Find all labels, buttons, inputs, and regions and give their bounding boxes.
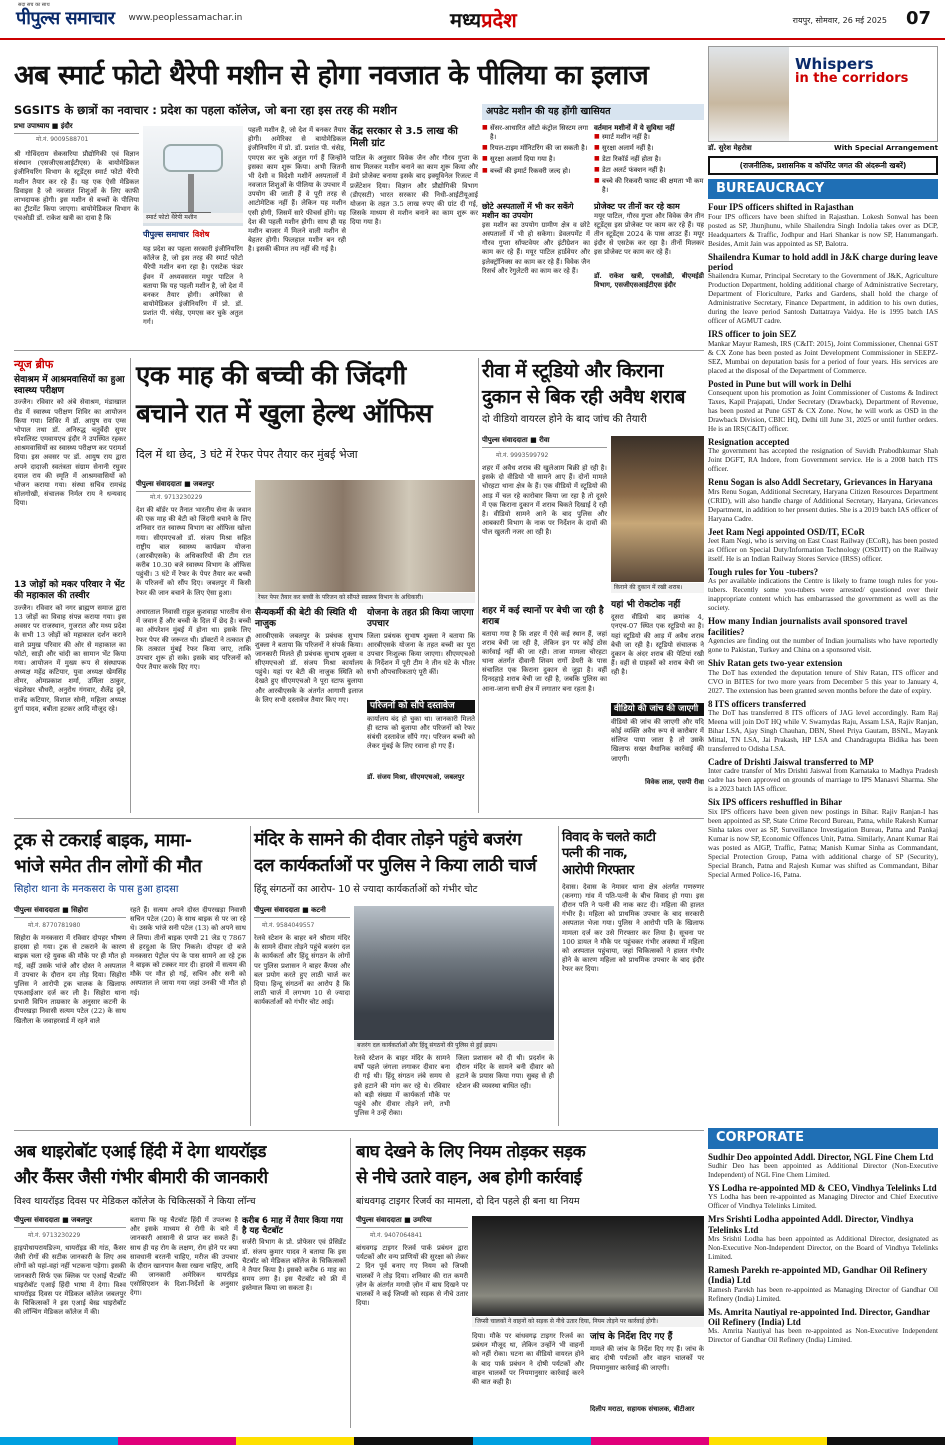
baby-sub3-body: कार्यालय बंद हो चुका था। जानकारी मिलते ही स्टाफ को बुलाया और परिजनों को रेफर संबंधी दस्तावेज सौंपे गए। परिजन बच्ची को लेकर मुंबई के लिए रवाना हो गए हैं। xyxy=(367,714,475,751)
project-body: मयूर पाटिल, गौरव गुप्ता और विवेक जैन तीन स्टूडेंट्स इस प्रोजेक्ट पर काम कर रहे हैं। यह तीन स्टूडेंट्स 2024 के पास आउट हैं। मयूर इंदौर से एसटेक कर रहा है। तीनों मिलकर इस प्रोजेक्ट पर काम कर रहे हैं। xyxy=(594,211,704,257)
lead-photo-caption: स्मार्ट फोटो थैरेपी मशीन xyxy=(143,213,243,223)
print-color-bar xyxy=(0,1437,945,1445)
update-item: ■ सुरक्षा अलार्म दिया गया है। xyxy=(482,155,590,164)
grant-title: केंद्र सरकार से 3.5 लाख की मिली ग्रांट xyxy=(350,126,458,149)
rewa-sub1 xyxy=(482,606,607,800)
bike-headline-1: ट्रक से टकराई बाइक, मामा- xyxy=(14,830,192,851)
bureaucracy-item xyxy=(708,699,938,754)
thyroid-subhead: विश्व थायरॉइड दिवस पर मेडिकल कॉलेज के चिकित्सकों ने किया लॉन्च xyxy=(14,1196,256,1207)
thyroid-mobile: मो.नं. 9713230229 xyxy=(28,1232,81,1239)
temple-protest-image xyxy=(354,906,554,1040)
item-heading: 8 ITS officers transferred xyxy=(708,698,807,709)
project-title: प्रोजेक्ट पर तीनों कर रहे काम xyxy=(594,201,680,211)
lead-subhead-text: के छात्रों का नवाचार : प्रदेश का पहला कॉलेज, जो बना रहा इस तरह की मशीन xyxy=(64,103,397,117)
bureaucracy-item xyxy=(708,757,938,794)
baby-subhead: दिल में था छेद, 3 घंटे में रेफर पेपर तैयार कर मुंबई भेजा xyxy=(136,448,358,461)
item-heading: Cadre of Drishti Jaiswal transferred to MP xyxy=(708,756,874,767)
item-heading: Four IPS officers shifted in Rajasthan xyxy=(708,202,854,213)
current-title: वर्तमान मशीनों में ये सुविधा नहीं xyxy=(594,123,675,132)
tiger-body-1: बांधवगढ़ टाइगर रिजर्व पार्क प्रबंधन द्वारा पर्यटकों और वन्य प्राणियों की सुरक्षा को लेकर 2 दिन पूर्व बनाए गए नियम को जिप्सी चालकों ने तोड़ दिया। शनिवार की रात कमरी ज़ोन के अंतर्गत मगधी ज़ोन में बाघ दिखने पर चालकों ने कई जिप्सी को सड़क से नीचे उतार दिया। xyxy=(356,1244,468,1308)
news-brief xyxy=(14,358,126,813)
bureaucracy-item xyxy=(708,379,938,434)
tiger-body-2: दिया। मौके पर बांधवगढ़ टाइगर रिजर्व का प्रबंधन मौजूद था, लेकिन उन्होंने भी वाहनों को नहीं रोका। घटना का वीडियो वायरल होने के बाद पार्क प्रबंधन ने दोषी पर्यटकों और वाहन चालकों पर नियमानुसार कार्रवाई करने की बात कही है। xyxy=(472,1332,584,1386)
item-heading: Shiv Ratan gets two-year extension xyxy=(708,658,843,669)
corporate-item xyxy=(708,1307,938,1346)
rewa-sub2-body: दूसरा वीडियो बाद क्रमांक 4, एनएच-07 स्थित एक स्टूडियो का है। यहां स्टूडियो की आड़ में अवैध शराब बेची जा रही है। स्टूडियो संचालक ने दुकान के अंदर शराब की पेटियां रखी हैं। वहीं से ग्राहकों को शराब बेची जा रही है। xyxy=(611,613,704,677)
baby-sub1 xyxy=(255,608,363,802)
tiger-mobile: मो.नं. 9407064841 xyxy=(370,1232,423,1239)
rewa-sign: विवेक लाल, एसपी रीवा xyxy=(644,777,704,786)
bike-body-2: रहते हैं। सत्यम अपने दोस्त दीपरखड़ा निवासी सचिन पटेल (20) के साथ बाइक से पर जा रहे थे। उसके भांजे सनी पटेल (13) को अपने साथ ले लिया। तीनों बाइक एमपी 21 जेड ए 7867 से हरदुआ के लिए निकले। दोपहर दो बजे मनकसरा पेट्रोल पंप के पास सामने आ रहे ट्रक ने बाइक को टक्कर मार दी। हादसे में सत्यम की मौके पर मौत हो गई, सचिन और सनी को अस्पताल ले जाया गया जहां उनकी भी मौत हो गई। xyxy=(130,906,246,997)
rewa-headline-2: दुकान से बिक रही अवैध शराब xyxy=(482,386,685,408)
bureaucracy-item xyxy=(708,329,938,375)
corporate-item xyxy=(708,1183,938,1211)
rewa-sub1-body: बताया गया है कि शहर में ऐसे कई स्थान हैं, जहां शराब बेची जा रही है, लेकिन इन पर कोई ठोस कार्रवाई नहीं की जा रही। ताजा मामला चोरहटा थाना अंतर्गत दीवानी शिवम रागों डेयरी के पास संचालित एक किराना दुकान से जुड़ा है। वहीं दिनदहाड़े शराब बेची जा रही है, जबकि पुलिस का आना-जाना सभी क्षेत्र में लगातार बना रहता है। xyxy=(482,629,607,693)
thyroid-body-2: बताया कि यह चैटबॉट हिंदी में उपलब्ध है और इसके माध्यम से रोगी के बारे में जानकारी आसानी से प्राप्त कर सकते हैं। साथ ही यह रोग के लक्षण, रोग होने पर क्या सावधानी बरतनी चाहिए, मरीज की उपचार के दौरान खानपान कैसा रखना चाहिए, आदि की जानकारी अमेरिकन थायरॉइड एसोसिएशन के दिशा-निर्देशों के अनुसार देगा। xyxy=(130,1216,238,1298)
thyroid-headline-2: और कैंसर जैसी गंभीर बीमारी की जानकारी xyxy=(14,1168,268,1188)
bureaucracy-item xyxy=(708,527,938,564)
columnist-name: डॉ. सुरेश मेहरोत्रा xyxy=(708,144,752,152)
nose-headline-1: विवाद के चलते काटी xyxy=(562,830,656,845)
section-title-b: प्रदेश xyxy=(481,8,517,32)
item-body: Six IPS officers have been given new postings in Bihar. Rajiv Ranjan-I has been appointed as SP, State Crime Record Bureau, Patna, while Rakesh Kumar Sinha takes over as SP, Surveillance Investigation Bureau, Patna and Pankaj Kumar is now SP, Economic Offences Unit, Patna. Similarly, Anant Kumar Rai was posted as AIGP, Traffic, Patna; Manish Kumar Sinha as Commandant, Special Protection Group, Patna with additional charge of SP (Security), Special Branch, Patna and Rajesh Kumar was shifted as Commandant, Bihar Special Armed Police-16, Patna. xyxy=(708,807,938,879)
logo-tagline: सदा सच का साथ xyxy=(18,2,50,8)
columnist-photo xyxy=(709,47,789,141)
thyroid-byline: पीपुल्स संवाददाता ■ जबलपुर xyxy=(14,1216,126,1228)
item-heading: Sudhir Deo appointed Addl. Director, NGL Fine Chem Ltd xyxy=(708,1151,934,1162)
lead-headline: अब स्मार्ट फोटो थैरेपी मशीन से होगा नवजात के पीलिया का इलाज xyxy=(14,60,649,91)
brief1-title: सेवाश्रम में आश्रमवासियों का हुआ स्वास्थ्य परीक्षण xyxy=(14,374,125,396)
item-heading: Mrs Srishti Lodha appointed Addl. Director, Vindhya Telelinks Ltd xyxy=(708,1214,914,1235)
bike-byline: पीपुल्स संवाददाता ■ सिहोरा xyxy=(14,906,126,918)
tiger-sign: दिलीप मराठा, सहायक संचालक, बीटीआर xyxy=(590,1405,695,1414)
item-body: Four IPS officers have been shifted in Rajasthan. Lokesh Sonwal has been posted as SP, Jhunjhunu, while Shailendra Singh Indolia takes over as DCP, Headquarters & Traffic, Jodhpur and Hari Shankar is now SP, Hanumangarh. Besides, Amit Jain was appointed as SP, Balotra. xyxy=(708,212,938,248)
baby-sub1-title: सैन्यकर्मी की बेटी की स्थिति थी नाजुक xyxy=(255,608,357,629)
item-heading: How many Indian journalists avail sponsored travel facilities? xyxy=(708,616,908,637)
tiger-headline-2: से नीचे उतारे वाहन, अब होगी कार्रवाई xyxy=(356,1168,582,1188)
section-title-a: मध्य xyxy=(450,8,482,32)
bureaucracy-item xyxy=(708,567,938,613)
rewa-sub3-body: वीडियो की जांच की जाएगी और यदि कोई व्यक्ति अवैध रूप से कारोबार में संलिप्त पाया जाता है तो उसके खिलाफ सख्त वैधानिक कार्रवाई की जाएगी। xyxy=(611,717,704,763)
nose-body: देवास। देवास के नेमावर थाना क्षेत्र अंतर्गत गणरुणर (कनगा) गांव में पति-पत्नी के बीच विवाद हो गया। इस दौरान पति ने पत्नी की नाक काट दी। महिला की हालत गंभीर है। महिला को प्राथमिक उपचार के बाद सरकारी अस्पताल भेजा गया। पुलिस ने आरोपी पति के खिलाफ मामला दर्ज कर उसे गिरफ्तार कर लिया है। सूचना पर 100 डायल ने मौके पर पहुंचकर गंभीर अवस्था में महिला को अस्पताल पहुंचाया, जहां चिकित्सकों ने हालत गंभीर होने के कारण महिला को प्राथमिक उपचार के बाद इंदौर रेफर कर दिया। xyxy=(562,882,704,974)
item-heading: Six IPS officers reshuffled in Bihar xyxy=(708,797,843,808)
website-link[interactable]: www.peoplessamachar.in xyxy=(128,13,243,24)
item-body: The DoT has transferred 8 ITS officers of JAG level accordingly. Ram Raj Meena will join DoT HQ while V. Swamydas Raju, Assam LSA, Rajiv Ranjan, Bihar LSA, Ajay Singh Chauhan, DBN, Sheel Priya Gautam, BSNL, Mayank Mittal, TN LSA, Jai Prakash, HP LSA and Chandragupta Bidika has been transferred to Odisha LSA. xyxy=(708,708,938,753)
nose-headline-2: पत्नी की नाक, xyxy=(562,846,628,862)
temple-headline-2: दल कार्यकर्ताओं पर पुलिस ने किया लाठी चार्ज xyxy=(254,856,537,876)
small-hosp-title: छोटे अस्पतालों में भी कर सकेंगे मशीन का उपयोग xyxy=(482,201,574,221)
item-heading: Jeet Ram Negi appointed OSD/IT, ECoR xyxy=(708,526,865,537)
item-heading: Resignation accepted xyxy=(708,437,790,448)
tiger-photo-caption: जिप्सी चालकों ने वाहनों को सड़क से नीचे उतार दिया, नियम तोड़ने पर कार्रवाई होगी। xyxy=(472,1317,704,1327)
baby-headline-2: बचाने रात में खुला हेल्थ ऑफिस xyxy=(136,399,433,429)
temple-body-2: रेलवे स्टेशन के बाहर मंदिर के सामने वर्षों पहले जंगला लगाकर दीवार बना दी गई थी। हिंदू संगठन लंबे समय से इसे हटाने की मांग कर रहे थे। रविवार को बड़ी संख्या में कार्यकर्ता मौके पर पहुंचे और दीवार तोड़ने लगे, तभी पुलिस ने उन्हें रोका। xyxy=(354,1054,450,1118)
bureaucracy-item xyxy=(708,658,938,695)
item-heading: Ms. Amrita Nautiyal re-appointed Ind. Director, Gandhar Oil Refinery (India) Ltd xyxy=(708,1306,930,1328)
current-list xyxy=(594,133,704,196)
baby-sub2-body: जिला प्रबंधक सुभाष शुक्ला ने बताया कि आरबीएसके योजना के तहत बच्ची का पूरा उपचार निःशुल्क किया जाएगा। सीएमएचओ के निर्देशन में पूरी टीम ने तीन घंटे के भीतर सभी औपचारिकताएं पूरी कीं। xyxy=(367,631,475,677)
brief2-title: 13 जोड़ों को मकर परिवार ने भेंट की महाकाल की तस्वीर xyxy=(14,580,125,602)
bureaucracy-item xyxy=(708,252,938,327)
bureaucracy-item xyxy=(708,202,938,248)
rewa-sub3-title: वीडियो की जांच की जाएगी xyxy=(611,703,704,716)
lead-byline: प्रभा उपाध्याय ■ इंदौर xyxy=(14,122,139,134)
bike-body-1: सिहोरा के मनकसरा में रविवार दोपहर भीषण हादसा हो गया। ट्रक से टकराने के कारण बाइक चला रहे युवक की मौके पर ही मौत हो गई, वहीं उसके भांजे और दोस्त ने अस्पताल में उपचार के दौरान दम तोड़ दिया। सिहोरा पुलिस ने आरोपी ट्रक चालक के खिलाफ एफआईआर दर्ज कर ली है। सिहोरा थाना प्रभारी विपिन ताम्रकार के अनुसार कटनी के दीपरखड़ा निवासी सत्यम पटेल (22) के साथ खितौला के जवाहरवार्ड में रहने वाले xyxy=(14,934,126,1025)
tiger-sub-body: मामले की जांच के निर्देश दिए गए हैं। जांच के बाद दोषी पर्यटकों और वाहन चालकों पर नियमानुसार कार्रवाई की जाएगी। xyxy=(590,1345,704,1372)
badge-special: विशेष xyxy=(192,230,210,239)
lead-logo-badge xyxy=(143,230,243,240)
baby-sub2-title: योजना के तहत फ्री किया जाएगा उपचार xyxy=(367,608,474,629)
lead-mobile: मो.नं. 9009588701 xyxy=(36,136,89,143)
thyroid-sub-body: सर्जरी विभाग के प्रो. प्रोफेसर एवं प्रेसिडेंट डॉ. संजय कुमार यादव ने बताया कि इस चैटबॉट को मेडिकल कॉलेज के चिकित्सकों ने तैयार किया है। इसको करीब 6 माह का समय लगा है। इस चैटबॉट को फ्री में इस्तेमाल किया जा सकता है। xyxy=(242,1238,346,1293)
section-title xyxy=(450,8,517,33)
dateline: रायपुर, सोमवार, 26 मई 2025 xyxy=(792,16,887,25)
item-body: Consequent upon his promotion as Joint Commissioner of Customs & Indirect Taxes, Kapil Prajapati, Under Secretary (Drawback), Department of Revenue, has been posted at Pune GST & CX Zone. Now, he will work as OSD in the Drawback Division, CBIC HQ, Delhi till June 31, 2025 or until further orders. He is an IRS(C&IT) officer. xyxy=(708,389,938,434)
tiger-byline: पीपुल्स संवाददाता ■ उमरिया xyxy=(356,1216,468,1228)
item-body: Ms. Amrita Nautiyal has been re-appointed as Non-Executive Independent Director of Gandhar Oil Refinery (India) Limited. xyxy=(708,1327,938,1345)
update-item: ■ बच्चों की इमार्ट रिकवरी जल्द हो। xyxy=(482,167,590,176)
rewa-body: शहर में अवैध शराब की खुलेआम बिक्री हो रही है। इसके दो वीडियो भी सामने आए हैं। दोनों मामले चोरहटा थाना क्षेत्र के हैं। एक वीडियो में स्टूडियो की आड़ में चल रहे कारोबार किया जा रहा है तो दूसरे में एक किराना दुकान में शराब बिकते दिखाई दे रही है। वीडियो सामने आने के बाद पुलिस और आबकारी विभाग के नाक पर निर्देशन के दावों की पोल खुलती नजर आ रही है। xyxy=(482,464,607,537)
liquor-bottles-image xyxy=(611,436,704,582)
bureaucracy-item xyxy=(708,437,938,474)
temple-byline: पीपुल्स संवाददाता ■ कटनी xyxy=(254,906,350,918)
update-title: अपडेट मशीन की यह होंगी खासियत xyxy=(482,104,704,120)
whispers-subtitle: in the corridors xyxy=(795,71,909,86)
tiger-headline-1: बाघ देखने के लिए नियम तोड़कर सड़क xyxy=(356,1142,586,1162)
rewa-sub2-title: यहां भी रोकटोक नहीं xyxy=(611,600,681,610)
item-heading: Renu Sogan is also Addl Secretary, Grievances in Haryana xyxy=(708,477,933,488)
tiger-sub xyxy=(590,1332,704,1414)
thyroid-sub-title: करीब 6 माह में तैयार किया गया है यह चैटबॉट xyxy=(242,1216,343,1237)
item-body: YS Lodha has been re-appointed as Managing Director and Chief Executive Officer of Vindhya Telelinks Limited. xyxy=(708,1193,938,1211)
baby-sub2 xyxy=(367,608,475,782)
tiger-subhead: बांधवगढ़ टाइगर रिजर्व का मामला, दो दिन पहले ही बना था नियम xyxy=(356,1196,580,1207)
item-body: Jeet Ram Negi, who is serving on East Coast Railway (ECoR), has been posted as Officer on Special Duty/Information Technology (OSD/IT) on the Railway itself. He is an Indian Railway Stores Service (IRSS) officer. xyxy=(708,537,938,564)
jeeps-off-road-image xyxy=(472,1216,704,1316)
item-body: The DoT has extended the deputation tenure of Shiv Ratan, ITS officer and CVO in BITES for two more years from December 5 this year to January 4, 2027. The extension has been granted seven months before the date of expiry. xyxy=(708,668,938,695)
lead-body-col1: श्री गोविंदराम सेकसरिया प्रौद्योगिकी एवं विज्ञान संस्थान (एसजीएसआईटीएस) के बायोमेडिकल इंजीनियरिंग विभाग के स्टूडेंट्स स्मार्ट फोटो थैरेपी मशीन तैयार कर रहे हैं। यह एक ऐसी मेडिकल डिवाइस है जो नवजात शिशुओं के लिए काफी लाभदायक होगी। इस मशीन से बच्चों के पीलिया का ट्रीटमेंट किया जाएगा। बायोमेडिकल विभाग के एचओडी डॉ. राकेश खत्री का दावा है कि xyxy=(14,150,139,223)
current-item: ■ सुरक्षा अलार्म नहीं है। xyxy=(594,144,704,153)
temple-headline-1: मंदिर के सामने की दीवार तोड़ने पहुंचे बजरंग xyxy=(254,830,522,850)
thyroid-body-1: हाइपोथायरायडिज्म, थायरॉइड की गांठ, कैंसर जैसी रोगों की सटीक जानकारी के लिए अब लोगों को यहां-वहां नहीं भटकना पड़ेगा। इसकी जानकारी सिर्फ एक क्लिक पर एआई चैटबॉट थाइरोबॉट एआई हिंदी भाषा में देगा। विश्व थायरॉइड दिवस पर मेडिकल कॉलेज जबलपुर के चिकित्सकों ने इस एआई बेस्ड थाइरोबॉट की लॉन्चिंग मेडिकल कॉलेज में की। xyxy=(14,1244,126,1317)
item-body: Inter cadre transfer of Mrs Drishti Jaiswal from Karnataka to Madhya Pradesh cadre has been approved on grounds of marriage to IPS Manasvi Sharma. She is a 2023 batch IAS officer. xyxy=(708,767,938,794)
badge-logo: पीपुल्स समाचार xyxy=(143,230,189,239)
temple-subhead: हिंदू संगठनों का आरोप- 10 से ज्यादा कार्यकर्ताओं को गंभीर चोट xyxy=(254,884,478,895)
rewa-sub1-title: शहर में कई स्थानों पर बेची जा रही है शराब xyxy=(482,606,604,627)
photo-therapy-machine-image xyxy=(143,126,243,226)
grant-box xyxy=(350,126,478,342)
project-sign: डॉ. राकेश खत्री, एचओडी, बीएमईडी विभाग, एसजीएसआईटीएस इंदौर xyxy=(594,271,704,289)
corporate-item xyxy=(708,1214,938,1262)
item-heading: Tough rules for You -tubers? xyxy=(708,567,819,578)
corporate-item xyxy=(708,1265,938,1304)
baby-byline: पीपुल्स संवाददाता ■ जबलपुर xyxy=(136,480,251,492)
temple-body-1: रेलवे स्टेशन के बाहर बने श्रीराम मंदिर के सामने दीवार तोड़ने पहुंचे बजरंग दल के कार्यकर्ता और हिंदू संगठन के लोगों पर पुलिस प्रशासन ने बाहर कैंपस और बल प्रयोग करते हुए लाठी चार्ज कर दिया। हिन्दू संगठनों का आरोप है कि लाठी चार्ज में लगभग 10 से ज्यादा कार्यकर्ताओं को गंभीर चोट आई। xyxy=(254,934,350,1007)
bike-mobile: मो.नं. 8770781980 xyxy=(28,922,81,929)
rewa-mobile: मो.नं. 9993599792 xyxy=(496,452,549,459)
item-heading: YS Lodha re-appointed MD & CEO, Vindhya Telelinks Ltd xyxy=(708,1182,937,1193)
whispers-sidebar xyxy=(708,46,938,1436)
bureaucracy-item xyxy=(708,477,938,523)
special-arrangement: With Special Arrangement xyxy=(834,144,938,152)
baby-mobile: मो.नं. 9713230229 xyxy=(150,494,203,501)
rewa-photo-caption: किराने की दुकान में रखी शराब। xyxy=(611,583,704,593)
current-item: ■ डेटा अलर्ट फंक्शन नहीं है। xyxy=(594,166,704,175)
nose-headline-3: आरोपी गिरफ्तार xyxy=(562,862,634,878)
brief2-body: उज्जैन। रविवार को नगर ब्राह्मण समाज द्वारा 13 जोड़ों का विवाह संपन्न कराया गया। इस अवसर पर राजस्थान, गुजरात और मध्य प्रदेश के सभी 13 जोड़ों को महाकाल दर्शन कराने वाले प्रमुख परिवार की ओर से महाकाल का फोटो, साड़ी और चांदी का सामान भेंट किया गया। आयोजन में मुख्य रूप से संस्थापक अध्यक्ष महेंद्र कटियार, युवा अध्यक्ष खेमसिंह तोमर, ओमप्रकाश शर्मा, उर्मिला ठाकुर, चंद्रशेखर चौधरी, अनुरोध गंगवार, शैलेंद्र दुबे, राजेंद्र कटियार, विशाल सोनी, महिला अध्यक्ष दुर्गा यादव, बबीता हटकर आदि मौजूद रहे। xyxy=(14,603,126,713)
small-hosp-body: इस मशीन का उपयोग ग्रामीण क्षेत्र व छोटे अस्पतालों में भी हो सकेगा। डेवलपमेंट में गौरव गुप्ता सॉफ्टवेयर और इंटीग्रेशन का काम कर रहे हैं। मयूर पाटिल हार्डवेयर और इलेक्ट्रॉनिक्स का काम कर रहे हैं। विवेक जैन रिसर्च और रेगुलेटरी का काम कर रहे हैं। xyxy=(482,220,590,275)
current-item: ■ बच्चे की रिकवरी फास्ट की क्षमता भी कम है। xyxy=(594,177,704,195)
current-item: ■ स्मार्ट मशीन नहीं है। xyxy=(594,133,704,142)
officials-handover-image xyxy=(255,480,475,592)
temple-mobile: मो.नं. 9584049557 xyxy=(262,922,315,929)
lead-body-col3: पहली मशीन है, जो देश में बनकर तैयार होगी। अमेरिका से बायोमेडिकल इंजीनियरिंग में प्रो. डॉ. प्रशांत पी. धंसेड़, एमएस कर चुके अतुल गर्ग हैं जिन्होंने इसका काम शुरू किया। अभी जितनी भी देशी व विदेशी मशीनें अस्पतालों में नवजात शिशुओं के पीलिया के उपचार में उपयोग की जाती हैं वे पूरी तरह से आटोमेटिक नहीं हैं। लेकिन यह मशीन एसी होगी, जिसमें सारे फीचर्स होंगे। यह देश की पहली मशीन होगी। साथ ही यह मशीन बाजार में मिलने वाली मशीन से बेहतर होगी। फिलहाल मशीन बन रही है। इसकी कीमत तय नहीं की गई है। xyxy=(248,126,346,254)
grant-body: पाटिल के अनुसार विवेक जैन और गौरव गुप्ता के साथ मिलकर मशीन बनाने का काम शुरू किया और डेमो प्रोजेक्ट बनाया इसके बाद इक्यूविनेल रिजल्ट में प्रजेंटेशन दिया। विज्ञान और प्रौद्योगिकी विभाग (डीएसटी) भारत सरकार की निधी-आईटीयूआई योजना के तहत 3.5 लाख रुपए की ग्रांट दी गई, जिसके माध्यम से मशीन बनाने का काम शुरू कर दिया गया है। xyxy=(350,154,478,227)
baby-sign: डॉ. संजय मिश्रा, सीएमएचओ, जबलपुर xyxy=(367,772,465,781)
thyroid-sub xyxy=(242,1216,346,1418)
lead-body-col2: यह प्रदेश का पहला सरकारी इंजीनियरिंग कॉलेज है, जो इस तरह की स्मार्ट फोटो थैरेपी मशीन बना रहा है। एसटेक फंडर ईवन में अध्यवसरल मथुर पाटिल ने बताया कि यह पहली मशीन है, जो देश में बनकर तैयार होगी। अमेरिका से बायोमेडिकल इंजीनियरिंग में प्रो. डॉ. प्रशांत पी. धंसेड़, एमएस कर चुके अतुल गर्ग। xyxy=(143,245,243,327)
bike-headline-2: भांजे समेत तीन लोगों की मौत xyxy=(14,856,202,877)
lead-subhead xyxy=(14,103,484,117)
bureaucracy-item xyxy=(708,616,938,655)
item-body: Ramesh Parekh has been re-appointed as Managing Director of Gandhar Oil Refinery (India) Limited. xyxy=(708,1285,938,1303)
update-box xyxy=(482,104,704,344)
current-item: ■ डेटा रिकॉर्ड नहीं होता है। xyxy=(594,155,704,164)
item-heading: Shailendra Kumar to hold addl in J&K charge during leave period xyxy=(708,251,938,273)
baby-photo-caption: रेफर पेपर तैयार कर बच्ची के परिजन को सौंपते स्वास्थ्य विभाग के अधिकारी। xyxy=(255,593,475,603)
lead-subhead-tag: SGSITS xyxy=(14,103,61,117)
newspaper-logo[interactable]: पीपुल्स समाचार xyxy=(16,7,115,29)
baby-headline-1: एक माह की बच्ची की जिंदगी xyxy=(136,361,406,391)
corporate-list xyxy=(708,1149,938,1381)
news-brief-label: न्यूज ब्रीफ xyxy=(14,358,54,371)
item-body: Agencies are finding out the number of Indian journalists who have reportedly gone to Pakistan, Turkey and China on a sponsored visit. xyxy=(708,637,938,655)
thyroid-headline-1: अब थाइरोबॉट एआई हिंदी में देगा थायरॉइड xyxy=(14,1142,266,1162)
corporate-label: CORPORATE xyxy=(708,1128,938,1148)
corporate-item xyxy=(708,1152,938,1180)
item-heading: IRS officer to join SEZ xyxy=(708,329,797,340)
brief1-body: उज्जैन। रविवार को अंबे सेवाश्रम, मंडाखाल रोड में स्वास्थ्य परीक्षण शिविर का आयोजन किया गया। शिविर में डॉ. आयुष राय एम्स भोपाल तथा डॉ. अनिरुद्ध चतुर्वेदी सुपर स्पेशलिस्ट एमवायएच इंदौर ने उपस्थित रहकर आश्रमवासियों का स्वास्थ्य परीक्षण कर परामर्श दिया। इस अवसर पर डॉ. आयुष राय द्वारा अपने दादाजी स्वतंत्रता संग्राम सेनानी रघुवर दयाल राय की स्मृति में आश्रमवासियों को भोजन कराया गया। संस्था सचिव रामचंद्र सोलगोखी, संचालक निर्मल राय ने धन्यवाद दिया। xyxy=(14,398,126,508)
item-body: Mrs Renu Sogan, Additional Secretary, Haryana Citizen Resources Department (CRID), will also handle charge of Additional Secretary, Haryana, Grievances Department, in addition to her present duties. She is a 2019 batch IAS officer of Haryana Cadre. xyxy=(708,487,938,523)
item-heading: Posted in Pune but will work in Delhi xyxy=(708,378,852,389)
page-number: 07 xyxy=(905,8,931,29)
masthead xyxy=(0,0,945,40)
baby-sub3-title: परिजनों को सौंपे दस्तावेज xyxy=(367,700,475,713)
rewa-sub2 xyxy=(611,600,704,787)
update-item: ■ सेंसर-आधारित ऑटो कंट्रोल सिस्टम लगा है। xyxy=(482,124,590,142)
rewa-headline-1: रीवा में स्टूडियो और किराना xyxy=(482,360,663,382)
item-body: Mrs Srishti Lodha has been appointed as Additional Director, designated as Non-Executive Non-Independent Director, on the Board of Vindhya Telelinks Limited. xyxy=(708,1235,938,1261)
baby-body-2: अधारताल निवासी राहुल कुशवाहा भारतीय सेना में जवान हैं और बच्ची के दिल में छेद है। बच्ची का ऑपरेशन मुंबई में होना था। इसके लिए रेफर पेपर की जरूरत थी। डॉक्टरों ने तत्काल ही कि तत्काल मुंबई रेफर किया जाए, ताकि उपचार शुरू हो सके। इसके बाद परिजनों को पेपर तैयार करके दिए गए। xyxy=(136,608,251,672)
rewa-byline: पीपुल्स संवाददाता ■ रीवा xyxy=(482,436,607,448)
sidebar-tagline: (राजनीतिक, प्रशासनिक व कॉर्पोरेट जगत की अंदरूनी खबरें) xyxy=(708,156,938,175)
bureaucracy-list xyxy=(708,199,938,1124)
tiger-sub-title: जांच के निर्देश दिए गए हैं xyxy=(590,1332,673,1342)
update-list xyxy=(482,124,590,198)
bike-subhead: सिहोरा थाना के मनकसरा के पास हुआ हादसा xyxy=(14,884,179,895)
item-body: Shailendra Kumar, Principal Secretary to the Government of J&K, Agriculture Production Department, holding additional charge of Administrative Secretary, Department of Floriculture, Parks and Gardens, shall hold the charge of Administrative Secretary, Finance Department, in addition to his own duties, during the leave period Santosh Dattatraya Vaidya. He is 1995 batch IAS officer of AGMUT cadre. xyxy=(708,272,938,326)
item-body: Sudhir Deo has been appointed as Additional Director (Non-Executive Independent) of NGL Fine Chem Limited. xyxy=(708,1161,938,1179)
baby-sub1-body: आरबीएसके जबलपुर के प्रबंधक सुभाष शुक्ला ने बताया कि परिजनों ने संपर्क किया। जानकारी मिलते ही प्रबंधक सुभाष शुक्ला व सीएमएचओ डॉ. संजय मिश्रा कार्यालय पहुंचे। यहां पर बेटी की नाजुक स्थिति को देखते हुए सीएमएचओ ने पूरा स्टाफ बुलाया और आरबीएसके के अंतर्गत आगामी इलाज के लिए सभी दस्तावेज तैयार किए गए। xyxy=(255,631,363,704)
item-heading: Ramesh Parekh re-appointed MD, Gandhar Oil Refinery (India) Ltd xyxy=(708,1265,928,1286)
bureaucracy-item xyxy=(708,797,938,879)
baby-body-1: देश की बॉर्डर पर तैनात भारतीय सेना के जवान की एक माह की बेटी को जिंदगी बचाने के लिए शनिवार रात स्वास्थ्य विभाग का ऑफिस खोला गया। सीएमएचओ डॉ. संजय मिश्रा सहित राष्ट्रीय बाल स्वास्थ्य कार्यक्रम योजना (आरबीएसके) के अधिकारियों की टीम रात करीब 10.30 बजे स्वास्थ्य विभाग के ऑफिस पहुंची। 3 घंटे में रेफर के पेपर तैयार कर बच्ची के परिजनों को सौंप दिए। जबलपुर में किसी रेफर की जान बचाने के लिए ऐसा हुआ। xyxy=(136,506,251,597)
rewa-subhead: दो वीडियो वायरल होने के बाद जांच की तैयारी xyxy=(482,414,647,425)
bureaucracy-label: BUREAUCRACY xyxy=(708,179,938,199)
update-item: ■ रियल-टाइम मॉनिटरिंग की जा सकती है। xyxy=(482,144,590,153)
item-body: As per available indications the Centre is likely to frame tough rules for you-tubers. Recently some you-tubers were arrested/ questioned over their inappropriate content which has embarrassed the government as well as the society. xyxy=(708,577,938,613)
temple-photo-caption: बजरंग दल कार्यकर्ताओं और हिंदू संगठनों की पुलिस से हुई झड़प। xyxy=(354,1041,554,1051)
item-body: The government has accepted the resignation of Suvidh Prabodhkumar Shah Joint DGFT, RA Indore, from Government service. He is a 2008 batch ITS officer. xyxy=(708,447,938,474)
item-body: Mankar Mayur Ramesh, IRS (C&IT: 2015), Joint Commissioner, Chennai GST & CX Zone has been posted as Joint Development Commissioner in SEEPZ-SEZ, Mumbai on deputation basis for a period of four years. His services are placed at the disposal of the Department of Commerce. xyxy=(708,339,938,375)
whispers-title: Whispers xyxy=(795,55,874,73)
temple-body-3: जिला प्रशासन को दी थी। प्रदर्शन के दौरान मंदिर के सामने बनी दीवार को हटाने के प्रयास किया गया। सुबह से ही स्टेशन की व्यवस्था बाधित रही। xyxy=(456,1054,554,1090)
nose-story xyxy=(562,830,704,1124)
